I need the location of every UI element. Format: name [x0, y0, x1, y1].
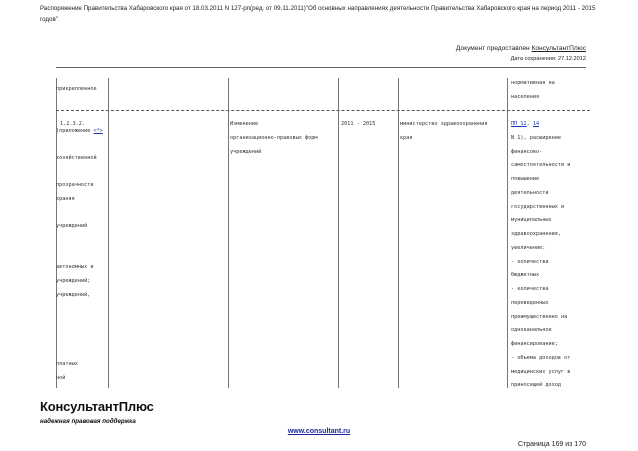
cell-col6-line: - объема доходов от: [511, 355, 571, 361]
column-divider: [398, 78, 399, 388]
cell-col1-line: платных: [56, 361, 78, 367]
cell-col3-line-1: Изменение: [230, 121, 259, 127]
cell-col6-line: деятельности: [511, 190, 549, 196]
cell-col6-pre-2: населения: [511, 94, 540, 100]
consultant-logo: КонсультантПлюс: [40, 399, 154, 414]
cell-col6-line: самостоятельности и: [511, 162, 571, 168]
cell-col6-line: бюджетных: [511, 272, 540, 278]
provided-prefix: Документ предоставлен: [455, 45, 532, 52]
cell-col1-pre: прикрепленное: [56, 86, 97, 92]
cell-col6-line: - количества: [511, 259, 549, 265]
page-number: Страница 169 из 170: [517, 441, 586, 448]
row-note-text: (приложение: [56, 128, 94, 134]
cell-col6-line: N 1), расширение: [511, 135, 561, 141]
law-link[interactable]: ПП 12: [511, 121, 527, 127]
cell-col1-line: учреждений,: [56, 292, 91, 298]
law-link-2[interactable]: 14: [532, 121, 540, 127]
row-number: 1.2.3.2.: [60, 121, 85, 127]
cell-col5-line-1: министерство здравоохранения: [400, 121, 488, 127]
column-divider: [108, 78, 109, 388]
row-separator: [56, 110, 590, 111]
column-divider: [56, 78, 57, 388]
column-divider: [228, 78, 229, 388]
cell-col6-line: государственных и: [511, 204, 565, 210]
header-divider: [56, 67, 586, 68]
cell-col1-line: храняя: [56, 196, 75, 202]
logo-tagline: надежная правовая поддержка: [40, 418, 136, 425]
cell-col6-pre-1: нормативная на: [511, 80, 555, 86]
cell-col6-line: муниципальных: [511, 217, 552, 223]
cell-col6-line: переведенных: [511, 300, 549, 306]
cell-col1-line: хозяйственной: [56, 155, 97, 161]
cell-col1-line: автономных и: [56, 264, 94, 270]
document-header: Распоряжение Правительства Хабаровского края от 18.03.2011 N 127-рп(ред. от 09.11.2011)"Об основных направлениях деятельности Правительства Хабаровского края на период 2011 - 2015 годов": [40, 5, 596, 23]
cell-col1-line: прозрачности: [56, 182, 94, 188]
row-note: [56, 128, 103, 135]
save-date: Дата сохранения: 27.12.2012: [510, 56, 586, 62]
cell-col6-line: финансирование;: [511, 341, 558, 347]
cell-col6-line: медицинских услуг в: [511, 369, 571, 375]
cell-col3-line-3: учреждений: [230, 149, 262, 155]
cell-col5-line-2: края: [400, 135, 413, 141]
consultant-link[interactable]: www.consultant.ru: [287, 428, 351, 435]
column-divider: [338, 78, 339, 388]
cell-col6-links: ПП 12, 14: [511, 121, 540, 127]
cell-col6-line: финансово-: [511, 149, 543, 155]
cell-col1-line: ной: [56, 375, 66, 381]
footnote-link[interactable]: <*>: [93, 128, 103, 134]
cell-col6-line: одноканальное: [511, 327, 552, 333]
cell-col6-line: приносящей доход: [511, 382, 561, 388]
cell-col3-line-2: организационно-правовых форм: [230, 135, 318, 141]
cell-col6-line: увеличение:: [511, 245, 546, 251]
cell-col6-line: - количества: [511, 286, 549, 292]
cell-col1-line: учреждений: [56, 223, 88, 229]
column-divider: [507, 78, 508, 388]
provider-link[interactable]: КонсультантПлюс: [531, 45, 586, 52]
provided-by: [456, 45, 586, 52]
cell-col6-line: здравоохранения,: [511, 231, 561, 237]
cell-col1-line: учреждений;: [56, 278, 91, 284]
cell-col6-line: повышение: [511, 176, 540, 182]
cell-col6-line: преимущественно на: [511, 314, 568, 320]
cell-col4-period: 2011 - 2015: [341, 121, 376, 127]
